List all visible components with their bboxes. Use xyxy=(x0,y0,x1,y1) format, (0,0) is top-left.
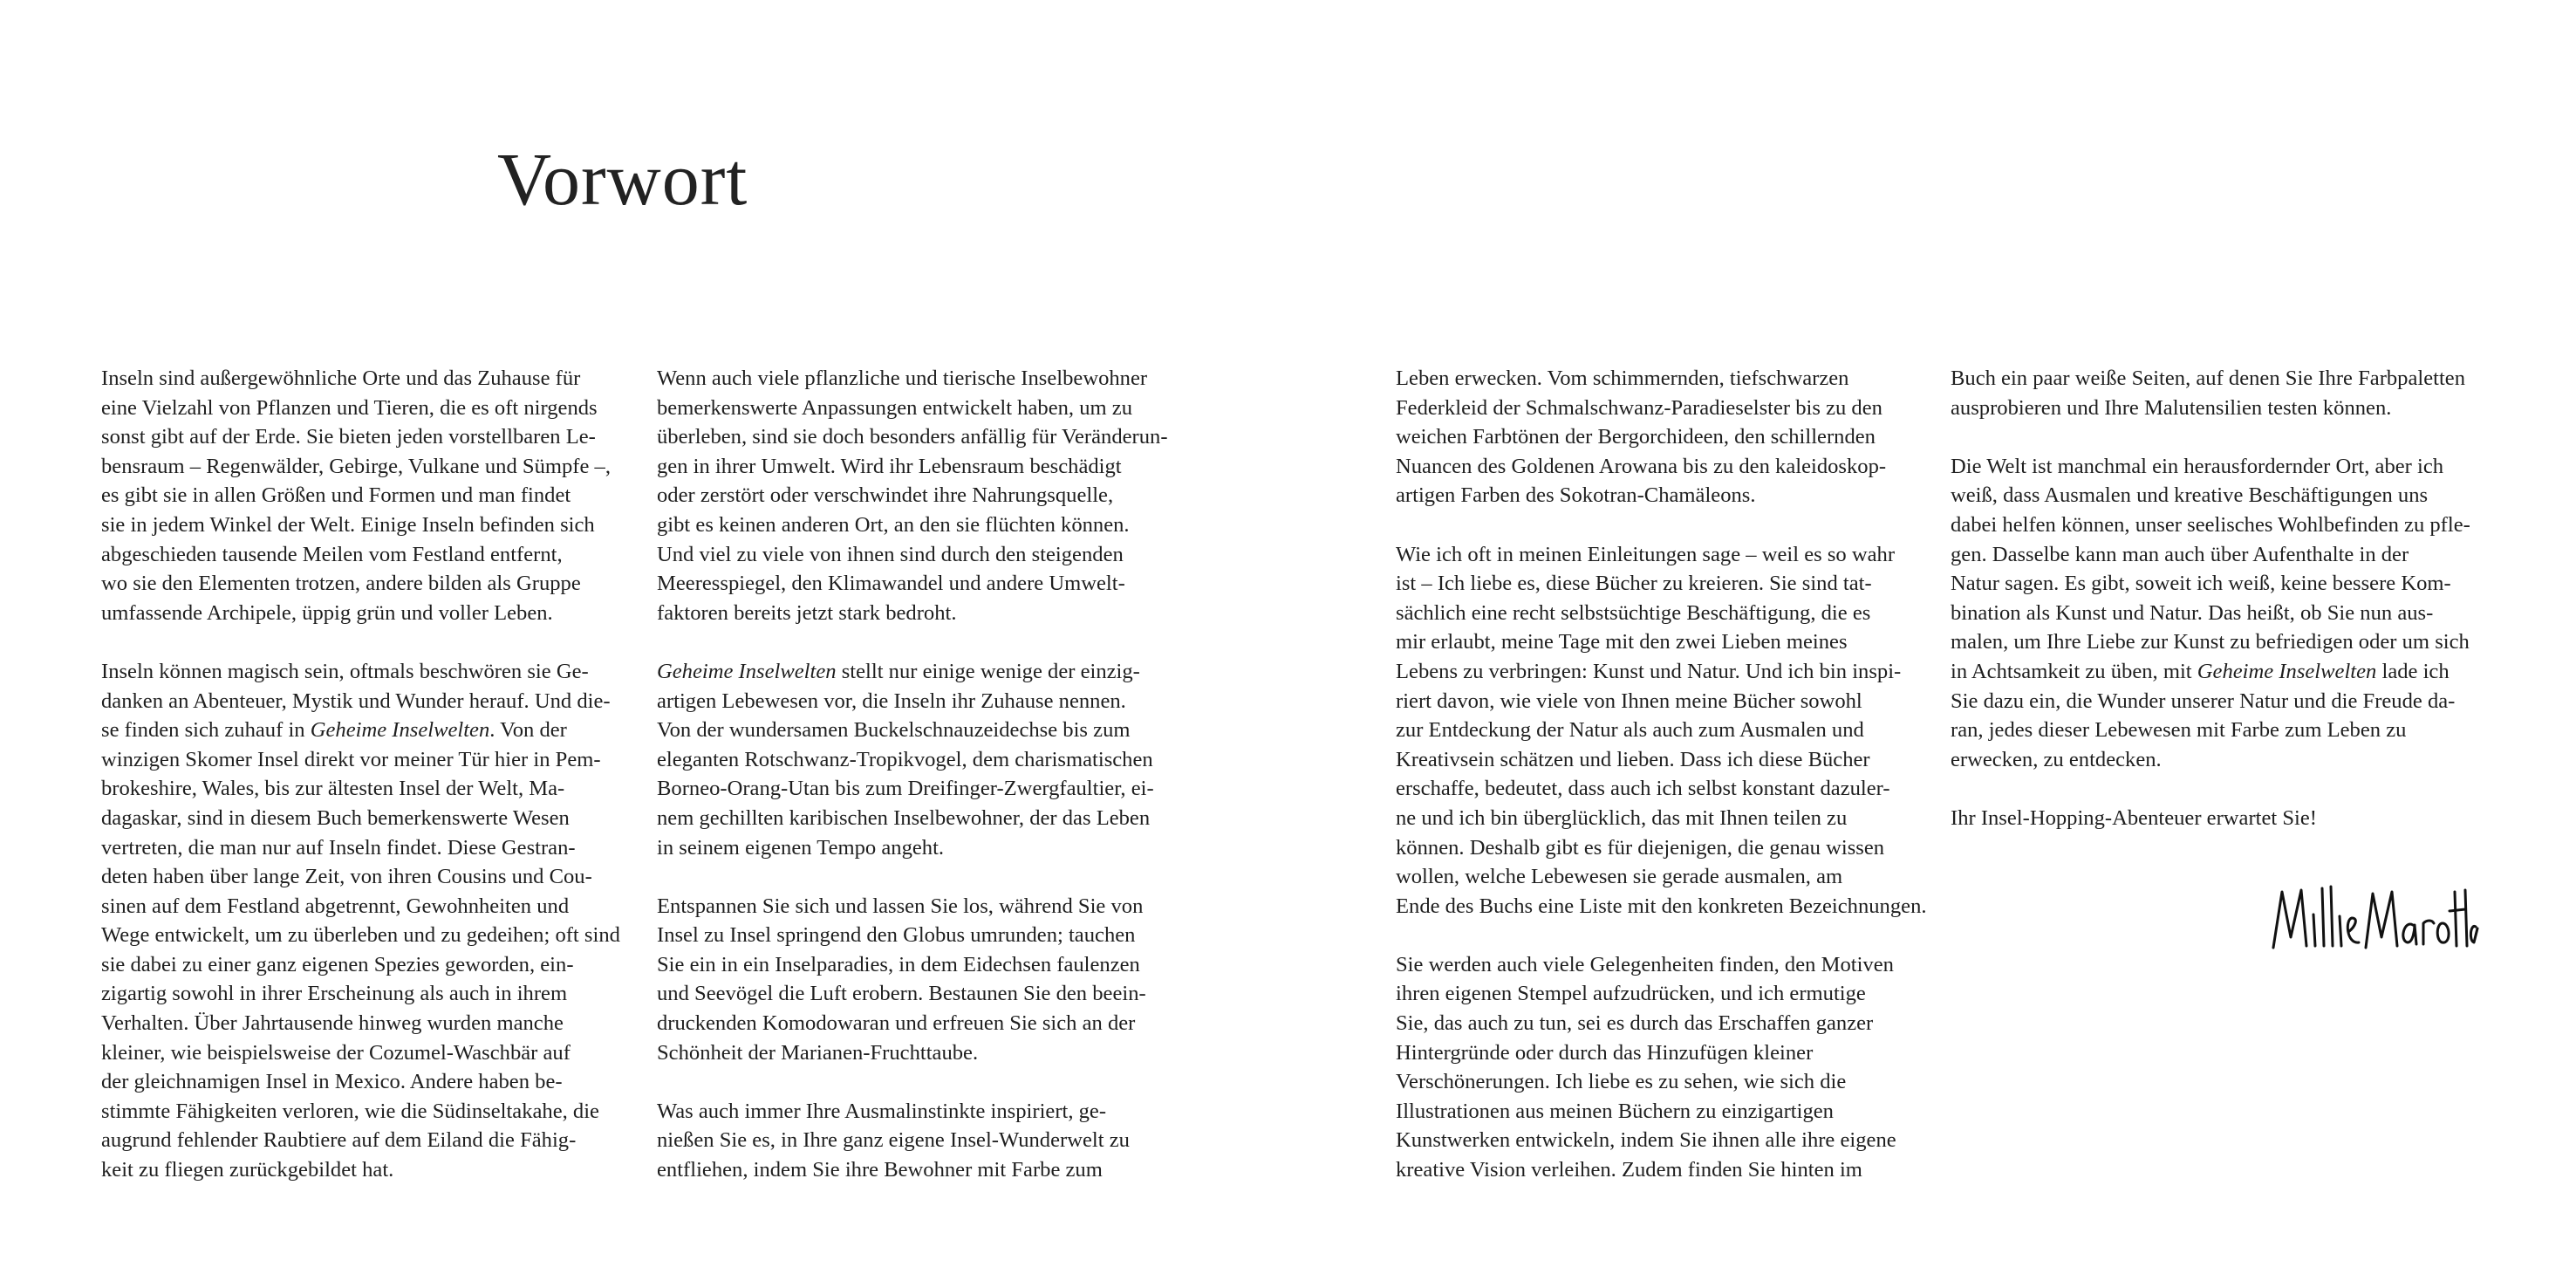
paragraph xyxy=(1951,452,2500,775)
text-line: Federkleid der Schmalschwanz-Paradieselster bis zu den xyxy=(1396,395,1882,420)
text-line: Sie, das auch zu tun, sei es durch das Erschaffen ganzer xyxy=(1396,1011,1874,1036)
paragraph xyxy=(1396,950,1945,1185)
text-line: artigen Lebewesen vor, die Inseln ihr Zuhause nennen. xyxy=(657,689,1126,713)
paragraph xyxy=(657,657,1206,862)
text-line: Leben erwecken. Vom schimmernden, tiefschwarzen xyxy=(1396,367,1849,390)
text-line: erschaffe, bedeutet, dass auch ich selbst konstant dazuler- xyxy=(1396,777,1890,801)
text-line: Sie werden auch viele Gelegenheiten finden, den Motiven xyxy=(1396,952,1894,976)
text-line: deten haben über lange Zeit, von ihren Cousins und Cou- xyxy=(101,865,592,889)
text-line: sie dabei zu einer ganz eigenen Spezies geworden, ein- xyxy=(101,952,574,976)
text-line: bination als Kunst und Natur. Das heißt, ob Sie nun aus- xyxy=(1951,600,2434,625)
text-line: stimmte Fähigkeiten verloren, wie die Südinseltakahe, die xyxy=(101,1099,599,1123)
text-line: zur Entdeckung der Natur als auch zum Ausmalen und xyxy=(1396,718,1864,743)
text-line: augrund fehlender Raubtiere auf dem Eiland die Fähig- xyxy=(101,1128,577,1153)
text-line: Natur sagen. Es gibt, soweit ich weiß, keine bessere Kom- xyxy=(1951,572,2451,596)
text-line: gen in ihrer Umwelt. Wird ihr Lebensraum beschädigt xyxy=(657,454,1122,478)
text-line: und Seevögel die Luft erobern. Bestaunen Sie den beein- xyxy=(657,982,1146,1006)
paragraph xyxy=(101,364,651,627)
text-line: eine Vielzahl von Pflanzen und Tieren, die es oft nirgends xyxy=(101,395,598,420)
text-line: nießen Sie es, in Ihre ganz eigene Insel-Wunderwelt zu xyxy=(657,1128,1130,1153)
text-line: kleiner, wie beispielsweise der Cozumel-Waschbär auf xyxy=(101,1040,571,1065)
text-line: ran, jedes dieser Lebewesen mit Farbe zum Leben zu xyxy=(1951,718,2407,743)
text-line: Schönheit der Marianen-Fruchttaube. xyxy=(657,1040,979,1065)
text-line: Hintergründe oder durch das Hinzufügen kleiner xyxy=(1396,1040,1814,1065)
text-line: Sie dazu ein, die Wunder unserer Natur und die Freude da- xyxy=(1951,689,2456,713)
text-line: sächlich eine recht selbstsüchtige Beschäftigung, die es xyxy=(1396,600,1871,625)
paragraph xyxy=(657,1097,1206,1185)
text-column-1 xyxy=(101,364,651,1185)
text-line: druckenden Komodowaran und erfreuen Sie sich an der xyxy=(657,1011,1136,1036)
paragraph xyxy=(1396,540,1945,921)
text-line: Und viel zu viele von ihnen sind durch den steigenden xyxy=(657,542,1124,566)
text-line: können. Deshalb gibt es für diejenigen, die genau wissen xyxy=(1396,835,1885,860)
text-line: es gibt sie in allen Größen und Formen und man findet xyxy=(101,483,571,508)
text-line: Nuancen des Goldenen Arowana bis zu den kaleidoskop- xyxy=(1396,454,1887,478)
text-line: Geheime Inselwelten stellt nur einige wenige der einzig- xyxy=(657,659,1140,683)
text-line: Wenn auch viele pflanzliche und tierische Inselbewohner xyxy=(657,367,1148,390)
text-line: weichen Farbtönen der Bergorchideen, den schillernden xyxy=(1396,425,1876,449)
text-line: Verschönerungen. Ich liebe es zu sehen, wie sich die xyxy=(1396,1070,1847,1094)
text-line: Verhalten. Über Jahrtausende hinweg wurden manche xyxy=(101,1011,564,1036)
paragraph xyxy=(657,364,1206,627)
text-line: Kreativsein schätzen und lieben. Dass ich diese Bücher xyxy=(1396,747,1870,771)
text-line: sie in jedem Winkel der Welt. Einige Inseln befinden sich xyxy=(101,512,595,537)
text-line: überleben, sind sie doch besonders anfällig für Veränderun- xyxy=(657,425,1168,449)
text-line: kreative Vision verleihen. Zudem finden Sie hinten im xyxy=(1396,1158,1862,1182)
text-line: ihren eigenen Stempel aufzudrücken, und ich ermutige xyxy=(1396,982,1866,1006)
paragraph xyxy=(1396,364,1945,510)
paragraph xyxy=(1951,804,2500,833)
text-line: Die Welt ist manchmal ein herausfordernder Ort, aber ich xyxy=(1951,454,2444,478)
text-line: abgeschieden tausende Meilen vom Festland entfernt, xyxy=(101,542,563,566)
text-line: Illustrationen aus meinen Büchern zu einzigartigen xyxy=(1396,1099,1834,1123)
text-line: zigartig sowohl in ihrer Erscheinung als auch in ihrem xyxy=(101,982,568,1006)
text-line: umfassende Archipele, üppig grün und voller Leben. xyxy=(101,600,553,625)
text-line: sonst gibt auf der Erde. Sie bieten jeden vorstellbaren Le- xyxy=(101,425,596,449)
text-line: ist – Ich liebe es, diese Bücher zu kreieren. Sie sind tat- xyxy=(1396,572,1872,596)
page-title: Vorwort xyxy=(497,137,748,221)
text-line: Borneo-Orang-Utan bis zum Dreifinger-Zwergfaultier, ei- xyxy=(657,777,1154,801)
text-line: vertreten, die man nur auf Inseln findet. Diese Gestran- xyxy=(101,835,576,860)
text-line: weiß, dass Ausmalen und kreative Beschäftigungen uns xyxy=(1951,483,2429,508)
text-line: wollen, welche Lebewesen sie gerade ausmalen, am xyxy=(1396,865,1843,889)
text-line: faktoren bereits jetzt stark bedroht. xyxy=(657,600,957,625)
text-line: winzigen Skomer Insel direkt vor meiner Tür hier in Pem- xyxy=(101,747,601,771)
text-line: in seinem eigenen Tempo angeht. xyxy=(657,835,945,860)
text-line: sinen auf dem Festland abgetrennt, Gewohnheiten und xyxy=(101,894,570,918)
text-line: Entspannen Sie sich und lassen Sie los, während Sie von xyxy=(657,894,1144,918)
text-line: Wie ich oft in meinen Einleitungen sage – weil es so wahr xyxy=(1396,542,1896,566)
text-line: Inseln sind außergewöhnliche Orte und das Zuhause für xyxy=(101,367,581,390)
text-column-2 xyxy=(657,364,1206,1185)
text-line: bensraum – Regenwälder, Gebirge, Vulkane und Sümpfe –, xyxy=(101,454,612,478)
text-line: Buch ein paar weiße Seiten, auf denen Sie Ihre Farbpaletten xyxy=(1951,367,2466,390)
book-title-italic: Geheime Inselwelten xyxy=(657,659,837,683)
text-line: mir erlaubt, meine Tage mit den zwei Lieben meines xyxy=(1396,630,1848,654)
text-line: in Achtsamkeit zu üben, mit Geheime Inselwelten lade ich xyxy=(1951,659,2450,683)
text-line: Meeresspiegel, den Klimawandel und andere Umwelt- xyxy=(657,572,1125,596)
paragraph xyxy=(657,892,1206,1068)
text-line: brokeshire, Wales, bis zur ältesten Insel der Welt, Ma- xyxy=(101,777,565,801)
text-line: riert davon, wie viele von Ihnen meine Bücher sowohl xyxy=(1396,689,1862,713)
text-line: dagaskar, sind in diesem Buch bemerkenswerte Wesen xyxy=(101,805,570,830)
text-line: wo sie den Elementen trotzen, andere bilden als Gruppe xyxy=(101,572,581,596)
text-line: Lebens zu verbringen: Kunst und Natur. Und ich bin inspi- xyxy=(1396,659,1902,683)
text-line: artigen Farben des Sokotran-Chamäleons. xyxy=(1396,483,1756,508)
text-line: danken an Abenteuer, Mystik und Wunder herauf. Und die- xyxy=(101,689,611,713)
text-line: Sie ein in ein Inselparadies, in dem Eidechsen faulenzen xyxy=(657,952,1140,976)
text-column-4 xyxy=(1951,364,2500,833)
text-line: eleganten Rotschwanz-Tropikvogel, dem charismatischen xyxy=(657,747,1153,771)
text-line: entfliehen, indem Sie ihre Bewohner mit Farbe zum xyxy=(657,1158,1103,1182)
text-line: Was auch immer Ihre Ausmalinstinkte inspiriert, ge- xyxy=(657,1099,1107,1123)
text-line: gen. Dasselbe kann man auch über Aufenthalte in der xyxy=(1951,542,2409,566)
text-line: nem gechillten karibischen Inselbewohner, der das Leben xyxy=(657,805,1151,830)
text-line: ne und ich bin überglücklich, das mit Ihnen teilen zu xyxy=(1396,805,1848,830)
book-title-italic: Geheime Inselwelten xyxy=(2197,659,2377,683)
text-line: Inseln können magisch sein, oftmals beschwören sie Ge- xyxy=(101,659,589,683)
text-line: keit zu fliegen zurückgebildet hat. xyxy=(101,1158,394,1182)
text-line: dabei helfen können, unser seelisches Wohlbefinden zu pfle- xyxy=(1951,512,2470,537)
text-line: se finden sich zuhauf in Geheime Inselwelten. Von der xyxy=(101,718,567,743)
text-line: oder zerstört oder verschwindet ihre Nahrungsquelle, xyxy=(657,483,1114,508)
text-line: Kunstwerken entwickeln, indem Sie ihnen alle ihre eigene xyxy=(1396,1128,1896,1153)
text-line: der gleichnamigen Insel in Mexico. Andere haben be- xyxy=(101,1070,563,1094)
text-line: Wege entwickelt, um zu überleben und zu gedeihen; oft sind xyxy=(101,923,620,948)
text-line: Von der wundersamen Buckelschnauzeidechse bis zum xyxy=(657,718,1131,743)
text-line: Insel zu Insel springend den Globus umrunden; tauchen xyxy=(657,923,1136,948)
text-line: malen, um Ihre Liebe zur Kunst zu befriedigen oder um sich xyxy=(1951,630,2470,654)
text-line: Ende des Buchs eine Liste mit den konkreten Bezeichnungen. xyxy=(1396,894,1927,918)
text-line: gibt es keinen anderen Ort, an den sie flüchten können. xyxy=(657,512,1130,537)
text-line: erwecken, zu entdecken. xyxy=(1951,747,2162,771)
paragraph xyxy=(101,657,651,1185)
text-line: ausprobieren und Ihre Malutensilien testen können. xyxy=(1951,395,2392,420)
text-line: bemerkenswerte Anpassungen entwickelt haben, um zu xyxy=(657,395,1132,420)
paragraph xyxy=(1951,364,2500,422)
book-title-italic: Geheime Inselwelten xyxy=(310,718,490,743)
author-signature xyxy=(2268,876,2479,955)
text-line: Ihr Insel-Hopping-Abenteuer erwartet Sie! xyxy=(1951,805,2317,830)
text-column-3 xyxy=(1396,364,1945,1185)
